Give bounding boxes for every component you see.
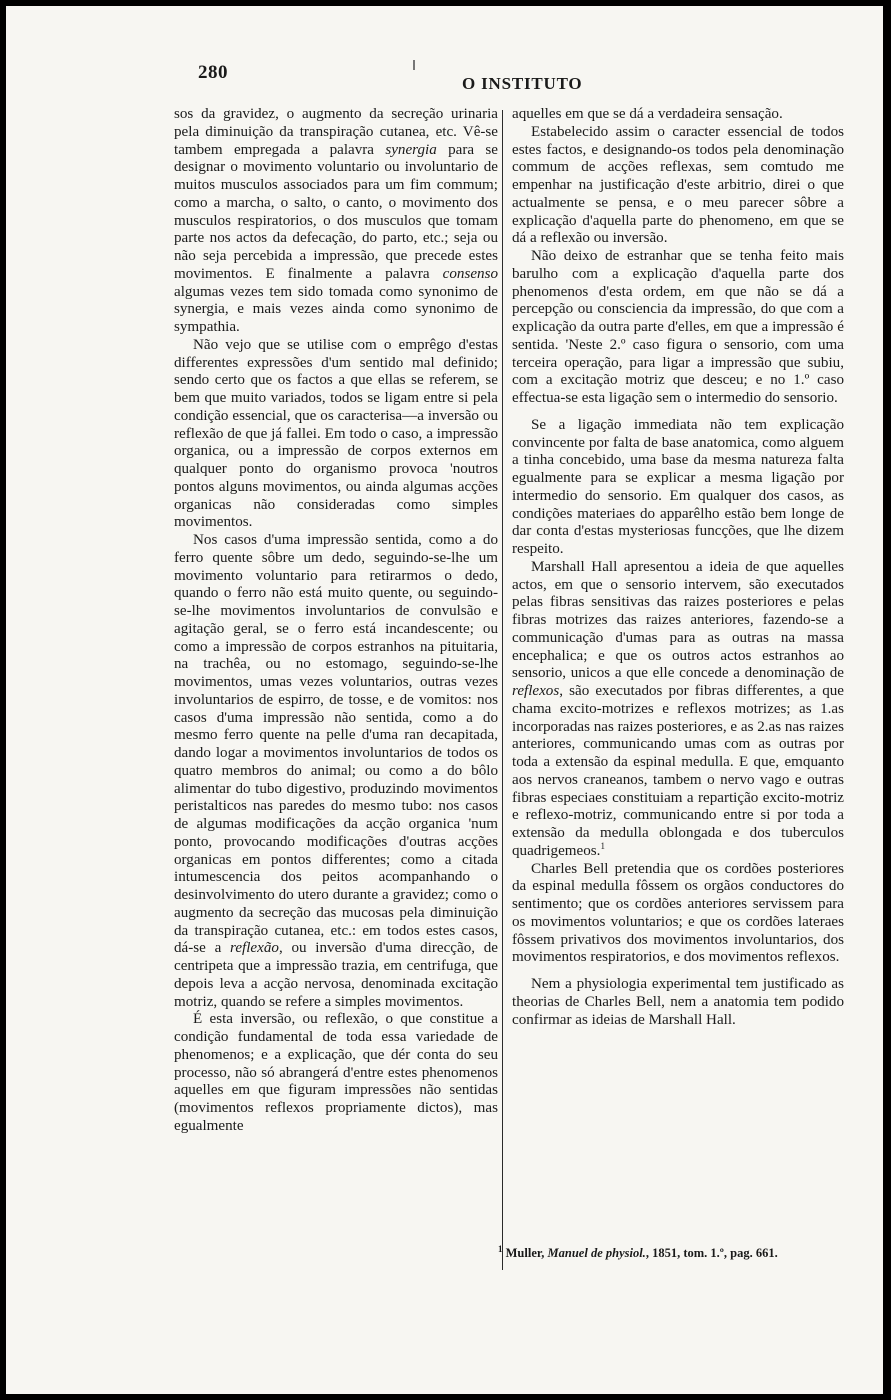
- paragraph: Marshall Hall apresentou a ideia de que aquelles actos, em que o sensorio intervem, são executados pelas fibras sensitivas das raizes posteriores e pelas fibras motrizes das raizes anteriores, fazendo-se a communicação d'umas para as outras na massa encephalica; e que os outros actos estranhos ao sensorio, unicos a que elle concede a denominação de reflexos, são executados por fibras differentes, a que chama excito-motrizes e reflexos motrizes; as 1.as incorporadas nas raizes posteriores, e as 2.as nas raizes anteriores, communicando umas com as outras por toda a extensão da espinal medulla. E que, emquanto aos nervos craneanos, tambem o nervo vago e outras fibras especiaes constituiam a repartição excito-motriz e reflexo-motriz, communicando entre si por toda a extensão da medulla oblongada e dos tuberculos quadrigemeos.$^1$: [512, 558, 844, 859]
- page-number: 280: [198, 62, 228, 83]
- footnote-marker: 1: [600, 840, 605, 851]
- paragraph: Se a ligação immediata não tem explicação convincente por falta de base anatomica, como alguem a tinha concebido, uma base da mesma natureza falta egualmente para se explicar a mesma ligação por intermedio do sensorio. Em qualquer dos casos, as condições materiaes do apparêlho estão bem longe de dar conta d'estas mysteriosas funcções, que lhe dizem respeito.: [512, 416, 844, 557]
- paragraph: Charles Bell pretendia que os cordões posteriores da espinal medulla fôssem os orgãos conductores do sentimento; que os cordões anteriores servissem para os movimentos voluntarios; e que os cordões lateraes fôssem privativos dos movimentos involuntarios, dos movimentos respiratorios, e dos movimentos reflexos.: [512, 860, 844, 966]
- paragraph: Estabelecido assim o caracter essencial de todos estes factos, e designando-os todos pela denominação commum de acções reflexas, sem comtudo me empenhar na justificação d'este arbitrio, direi o que actualmente se pensa, e o meu parecer sôbre a explicação d'aquella parte do phenomeno, em que se dá a reflexão ou inversão.: [512, 123, 844, 247]
- paragraph: sos da gravidez, o augmento da secreção urinaria pela diminuição da transpiração cutanea, etc. Vê-se tambem empregada a palavra synergia para se designar o movimento voluntario ou involuntario de muitos musculos associados para um fim commum; como a marcha, o salto, o canto, o movimento dos musculos respiratorios, o dos musculos que tomam parte nos actos da defecação, do parto, etc.; seja ou não seja percebida a impressão, que precede estes movimentos. E finalmente a palavra consenso algumas vezes tem sido tomada como synonimo de synergia, e mais vezes ainda como synonimo de sympathia.: [174, 106, 499, 335]
- running-title: O INSTITUTO: [462, 74, 583, 93]
- paragraph: aquelles em que se dá a verdadeira sensação.: [512, 106, 783, 122]
- print-mark: [413, 60, 415, 70]
- paragraph: Não vejo que se utilise com o emprêgo d'estas differentes expressões d'um sentido mal definido; sendo certo que os factos a que ellas se referem, se bem que muito variados, todos se ligam entre si pela condição essencial, que os caracterisa—a inversão ou reflexão de que já fallei. Em todo o caso, a impressão organica, ou a impressão de corpos externos em qualquer ponto do organismo provoca 'noutros pontos alguns movimentos, ou ainda algumas acções organicas não consideradas como simples movimentos.: [174, 336, 498, 531]
- document-page: [6, 6, 883, 1394]
- footnote: $^1$ Muller, Manuel de physiol., 1851, tom. 1.º, pag. 661.: [498, 1243, 778, 1260]
- paragraph: Não deixo de estranhar que se tenha feito mais barulho com a explicação d'aquella parte dos phenomenos d'esta ordem, em que não se dá a percepção ou consciencia da impressão, do que com a explicação da outra parte d'elles, em que a impressão é sentida. 'Neste 2.º caso figura o sensorio, com uma terceira operação, para ligar a impressão que subiu, com a excitação motriz que desceu; e no 1.º caso effectua-se esta ligação sem o intermedio do sensorio.: [512, 248, 844, 406]
- left-column: [174, 106, 498, 1136]
- column-rule: [502, 110, 503, 1270]
- right-column: [512, 106, 844, 1029]
- paragraph: Nem a physiologia experimental tem justificado as theorias de Charles Bell, nem a anatomia tem podido confirmar as ideias de Marshall Hall.: [512, 976, 844, 1028]
- paragraph: Nos casos d'uma impressão sentida, como a do ferro quente sôbre um dedo, seguindo-se-lhe um movimento voluntario para retirarmos o dedo, quando o ferro não está muito quente, ou seguindo-se-lhe movimentos involuntarios de convulsão e agitação geral, se o ferro está incandescente; ou como a impressão de corpos estranhos na pituitaria, na trachêa, ou no estomago, seguindo-se-lhe movimentos, umas vezes voluntarios, outras vezes involuntarios de espirro, de tosse, e de vomitos: nos casos d'uma impressão não sentida, como a do mesmo ferro quente na pelle d'uma ran decapitada, dando logar a movimentos involuntarios de todos os quatro membros do animal; ou como a do bôlo alimentar do tubo digestivo, produzindo movimentos peristalticos nas paredes do mesmo tubo: nos casos de algumas modificações da acção organica 'num ponto, provocando modificações d'outras acções organicas em pontos differentes; como a citada intumescencia dos peitos acompanhando o desinvolvimento do utero durante a gravidez; como o augmento da secreção das mucosas pela diminuição da transpiração cutanea, etc.: em todos estes casos, dá-se a reflexão, ou inversão d'uma direcção, de centripeta que a impressão trazia, em centrifuga, que depois leva a acção nervosa, denominada excitação motriz, quando se refere a simples movimentos.: [174, 532, 498, 1010]
- paragraph: É esta inversão, ou reflexão, o que constitue a condição fundamental de toda essa variedade de phenomenos; e a explicação, que dér conta do seu processo, não só abrangerá d'entre estes phenomenos aquelles em que figuram impressões não sentidas (movimentos reflexos propriamente dictos), mas egualmente: [174, 1011, 498, 1134]
